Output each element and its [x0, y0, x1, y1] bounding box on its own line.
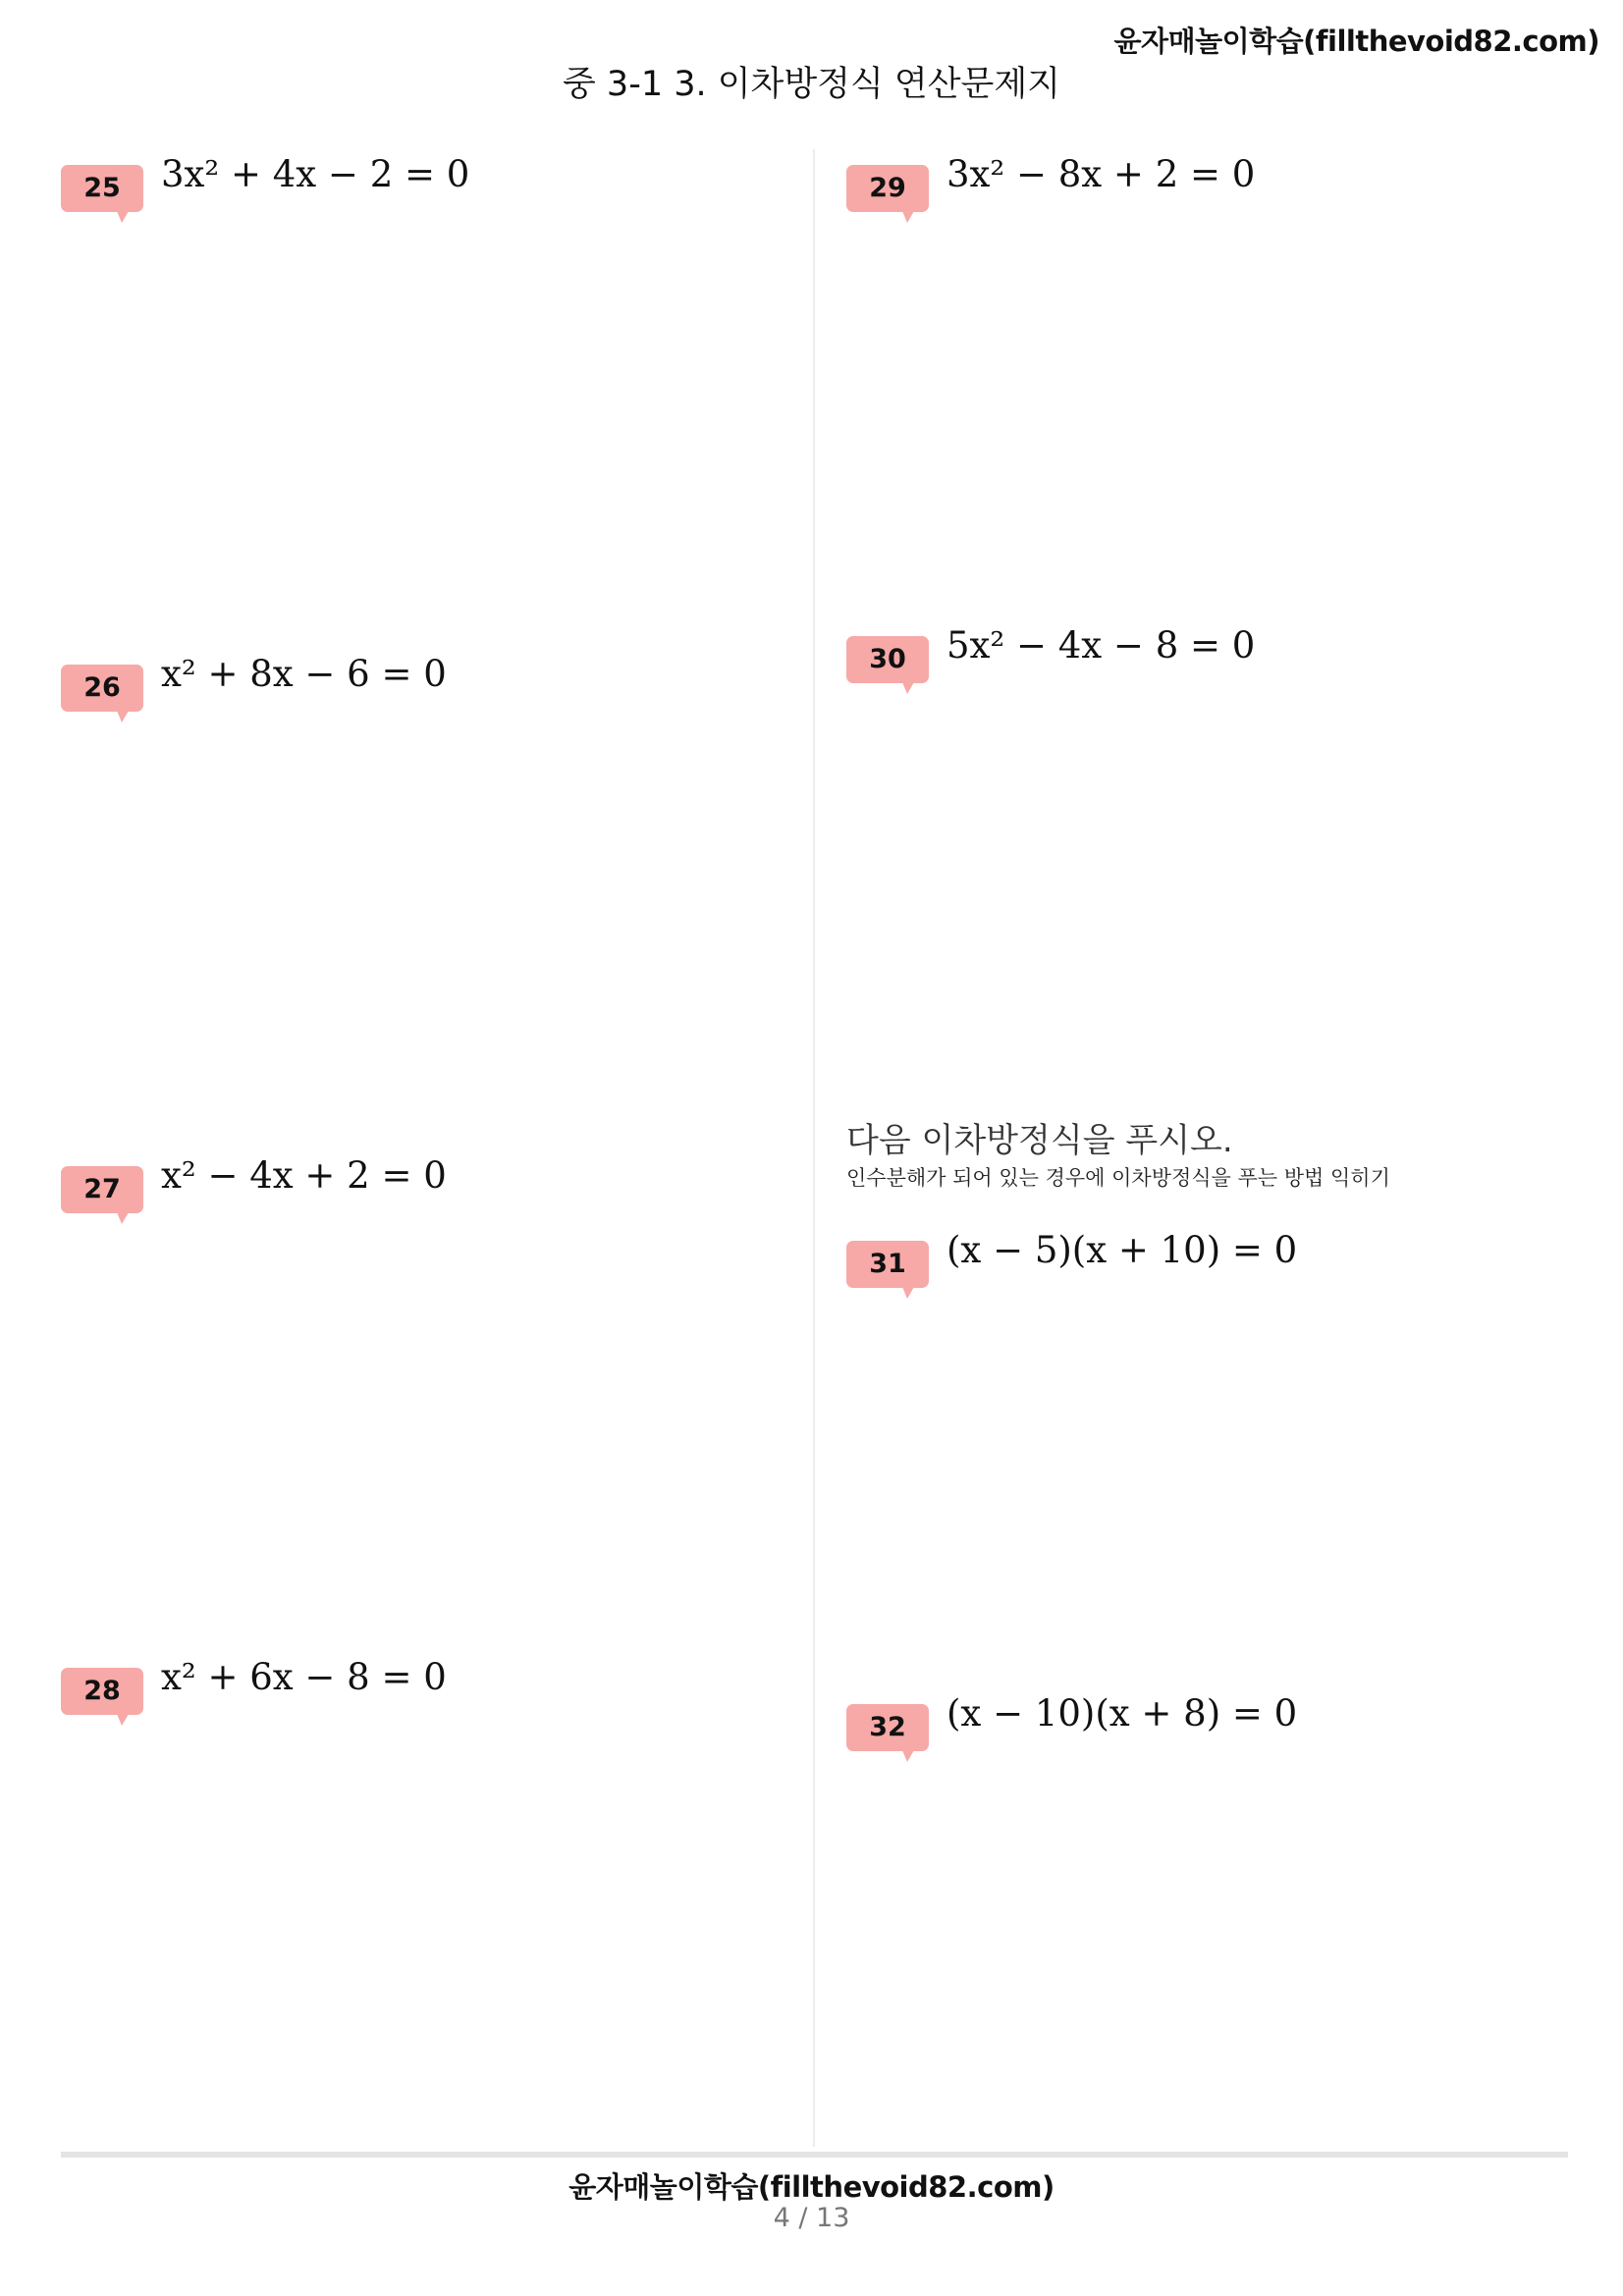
problem-expression: 5x² − 4x − 8 = 0: [947, 624, 1256, 667]
footer-site-label: 윤자매놀이학습(fillthevoid82.com): [568, 2170, 1055, 2204]
site-label-top: 윤자매놀이학습(fillthevoid82.com): [1113, 25, 1599, 58]
problem-number-badge: 26: [61, 665, 143, 712]
problem-expression: 3x² + 4x − 2 = 0: [161, 153, 470, 195]
problem-expression: x² + 6x − 8 = 0: [161, 1656, 447, 1698]
problem-number-badge: 27: [61, 1166, 143, 1213]
problem-expression: (x − 10)(x + 8) = 0: [947, 1692, 1298, 1735]
problem-expression: x² − 4x + 2 = 0: [161, 1154, 447, 1197]
section-instruction: 다음 이차방정식을 푸시오.: [846, 1121, 1233, 1160]
problem-number-badge: 30: [846, 636, 929, 683]
section-sub-instruction: 인수분해가 되어 있는 경우에 이차방정식을 푸는 방법 익히기: [846, 1166, 1390, 1190]
problem-number-badge: 28: [61, 1668, 143, 1715]
problem-number-badge: 29: [846, 165, 929, 212]
problem-expression: x² + 8x − 6 = 0: [161, 653, 447, 695]
problem-number-badge: 31: [846, 1241, 929, 1288]
page-title: 중 3-1 3. 이차방정식 연산문제지: [563, 65, 1060, 104]
column-divider: [813, 149, 815, 2147]
problem-number-badge: 25: [61, 165, 143, 212]
page-number: 4 / 13: [773, 2203, 850, 2233]
problem-number-badge: 32: [846, 1704, 929, 1751]
problem-expression: 3x² − 8x + 2 = 0: [947, 153, 1256, 195]
problem-expression: (x − 5)(x + 10) = 0: [947, 1229, 1298, 1271]
footer-divider: [61, 2152, 1568, 2158]
